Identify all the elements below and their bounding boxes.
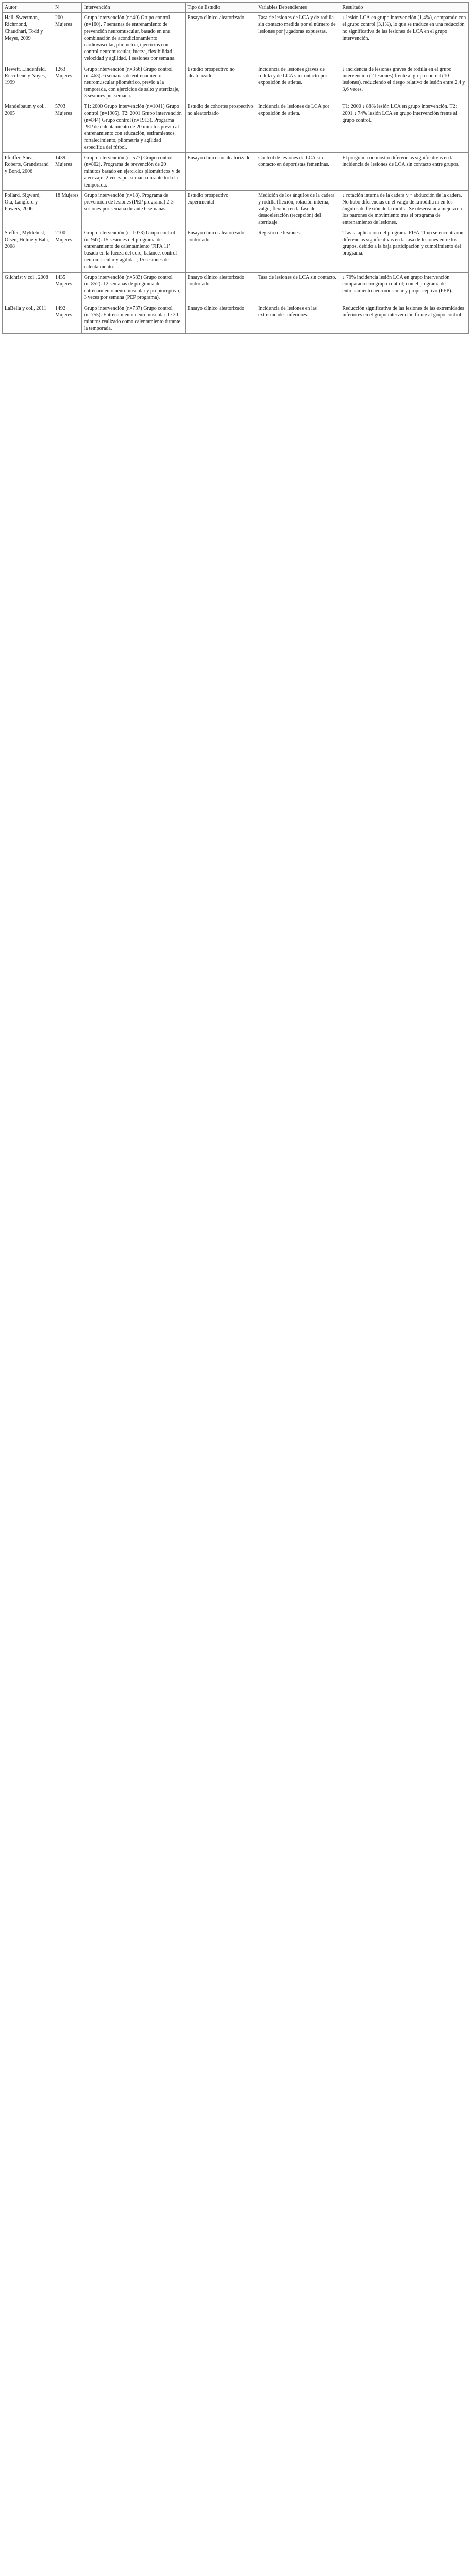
cell-resultado: Reducción significativa de las lesiones de las extremidades inferiores en el grupo intervención frente al grupo control. (340, 303, 469, 334)
cell-variables: Incidencia de lesiones en las extremidades inferiores. (256, 303, 340, 334)
header-resultado: Resultado (340, 3, 469, 13)
cell-autor: Pfeiffer, Shea, Roberts, Grandstrand y Bond, 2006 (3, 152, 53, 190)
cell-intervencion: Grupo intervención (n=1073) Grupo control (n=947). 15 sesiones del programa de entrenamiento de calentamiento 'FIFA 11' basado en la fuerza del core, balance, control neuromuscular y agilidad; 15 sesiones de calentamiento. (81, 228, 185, 272)
cell-n: 1439 Mujeres (53, 152, 81, 190)
cell-n: 200 Mujeres (53, 13, 81, 64)
table-row (3, 64, 469, 101)
cell-variables: Tasa de lesiones de LCA sin contacto. (256, 272, 340, 303)
cell-autor: LaBella y col., 2011 (3, 303, 53, 334)
cell-tipo: Ensayo clínico no aleatorizado (185, 152, 256, 190)
table-body (3, 13, 469, 334)
cell-tipo: Estudio de cohortes prospectivo no aleatorizado (185, 101, 256, 152)
cell-n: 5703 Mujeres (53, 101, 81, 152)
cell-autor: Mandelbaum y col., 2005 (3, 101, 53, 152)
cell-variables: Incidencia de lesiones de LCA por exposición de atleta. (256, 101, 340, 152)
table-row (3, 228, 469, 272)
cell-n: 2100 Mujeres (53, 228, 81, 272)
cell-variables: Tasa de lesiones de LCA y de rodilla sin contacto medida por el número de lesiones por jugadoras expuestas. (256, 13, 340, 64)
header-n: N (53, 3, 81, 13)
cell-intervencion: T1: 2000 Grupo intervención (n=1041) Grupo control (n=1905). T2: 2001 Grupo intervención (n=844) Grupo control (n=1913). Programa PEP de calentamiento de 20 minutos previo al entrenamiento con educación, estiramientos, fortalecimiento, pliometría y agilidad específica del fútbol. (81, 101, 185, 152)
cell-intervencion: Grupo intervención (n=40) Grupo control (n=160). 7 semanas de entrenamiento de prevención neuromuscular, basado en una combinación de acondicionamiento cardiovascular, pliometría, ejercicios con control neuromuscular, fuerza, flexibilidad, velocidad y agilidad, 1 sesiones por semana. (81, 13, 185, 64)
cell-resultado: Tras la aplicación del programa FIFA 11 no se encontraron diferencias significativas en la tasa de lesiones entre los grupos, debido a la baja participación y cumplimiento del programa. (340, 228, 469, 272)
cell-intervencion: Grupo intervención (n=366) Grupo control (n=463). 6 semanas de entrenamiento neuromuscular pliométrico, previo a la temporada, con ejercicios de salto y aterrizaje, 3 sesiones por semana. (81, 64, 185, 101)
cell-resultado: ↓ incidencia de lesiones graves de rodilla en el grupo intervención (2 lesiones) frente al grupo control (10 lesiones), reduciendo el riesgo relativo de lesión entre 2,4 y 3,6 veces. (340, 64, 469, 101)
cell-n: 18 Mujeres (53, 190, 81, 228)
cell-intervencion: Grupo intervención (n=18). Programa de prevención de lesiones (PEP programa) 2-3 sesiones por semana durante 6 semanas. (81, 190, 185, 228)
cell-autor: Hall, Sweetman, Richmond, Chaudhari, Todd y Meyer, 2009 (3, 13, 53, 64)
cell-autor: Gilchrist y col., 2008 (3, 272, 53, 303)
cell-resultado: ↓ lesión LCA en grupo intervención (1,4%), comparado con el grupo control (3,1%), lo que se traduce en una reducción no significativa de las lesiones de LCA en el grupo intervención. (340, 13, 469, 64)
cell-intervencion: Grupo intervención (n=583) Grupo control (n=852). 12 semanas de programa de entrenamiento neuromuscular y propioceptivo, 3 veces por semana (PEP programa). (81, 272, 185, 303)
table-row (3, 13, 469, 64)
cell-n: 1435 Mujeres (53, 272, 81, 303)
cell-variables: Registro de lesiones. (256, 228, 340, 272)
header-autor: Autor (3, 3, 53, 13)
cell-tipo: Estudio prospectivo experimental (185, 190, 256, 228)
cell-intervencion: Grupo intervención (n=737) Grupo control (n=755). Entrenamiento neuromuscular de 20 minutos realizado como calentamiento durante la temporada. (81, 303, 185, 334)
table-row (3, 101, 469, 152)
cell-variables: Incidencia de lesiones graves de rodilla y de LCA sin contacto por exposición de atletas. (256, 64, 340, 101)
cell-n: 1263 Mujeres (53, 64, 81, 101)
table-row (3, 190, 469, 228)
cell-autor: Pollard, Sigward, Ota, Langford y Powers, 2006 (3, 190, 53, 228)
cell-variables: Control de lesiones de LCA sin contacto en deportistas femeninas. (256, 152, 340, 190)
cell-tipo: Ensayo clínico aleatorizado controlado (185, 228, 256, 272)
cell-resultado: El programa no mostró diferencias significativas en la incidencia de lesiones de LCA sin contacto entre grupos. (340, 152, 469, 190)
header-variables: Variables Dependientes (256, 3, 340, 13)
cell-resultado: T1: 2000 ↓ 88% lesión LCA en grupo intervención. T2: 2001 ↓ 74% lesión LCA en grupo intervención frente al grupo control. (340, 101, 469, 152)
cell-resultado: ↓ 70% incidencia lesión LCA en grupo intervención comparado con grupo control; con el programa de entrenamiento neuromuscular y propioceptivo (PEP). (340, 272, 469, 303)
cell-n: 1492 Mujeres (53, 303, 81, 334)
cell-tipo: Ensayo clínico aleatorizado (185, 303, 256, 334)
cell-resultado: ↓ rotación interna de la cadera y ↑ abducción de la cadera. No hubo diferencias en el valgo de la rodilla ni en los ángulos de flexión de la rodilla. Se observa una mejora en los patrones de movimiento tras el programa de entrenamiento de lesiones. (340, 190, 469, 228)
table-row (3, 303, 469, 334)
cell-autor: Hewett, Lindenfeld, Riccobene y Noyes, 1999 (3, 64, 53, 101)
cell-intervencion: Grupo intervención (n=577) Grupo control (n=862). Programa de prevención de 20 minutos basado en ejercicios pliométricos y de aterrizaje, 2 veces por semana durante toda la temporada. (81, 152, 185, 190)
cell-tipo: Estudio prospectivo no aleatorizado (185, 64, 256, 101)
table-header-row (3, 3, 469, 13)
cell-variables: Medición de los ángulos de la cadera y rodilla (flexión, rotación interna, valgo, flexión) en la fase de desaceleración (recepción) del aterrizaje. (256, 190, 340, 228)
cell-tipo: Ensayo clínico aleatorizado (185, 13, 256, 64)
header-tipo: Tipo de Estudio (185, 3, 256, 13)
header-intervencion: Intervención (81, 3, 185, 13)
studies-table (2, 2, 469, 334)
cell-tipo: Ensayo clínico aleatorizado controlado (185, 272, 256, 303)
table-row (3, 272, 469, 303)
table-row (3, 152, 469, 190)
cell-autor: Steffen, Myklebust, Olsen, Holme y Bahr, 2008 (3, 228, 53, 272)
